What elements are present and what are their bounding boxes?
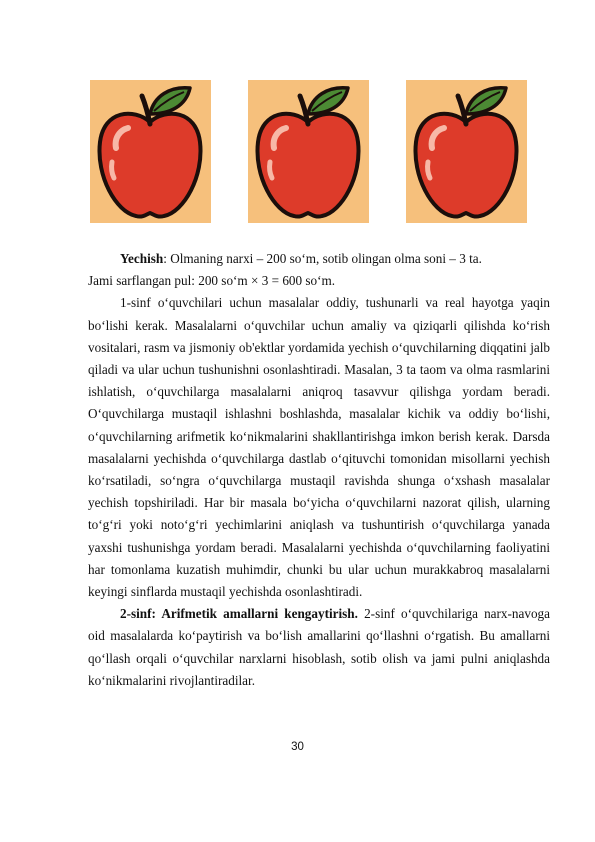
grade1-paragraph: 1-sinf o‘quvchilari uchun masalalar oddiy, tushunarli va real hayotga yaqin bo‘lishi kerak. Masalalarni o‘quvchilar uchun amaliy va qiziqarli qilishda ko‘rish vositalari, rasm va jismoniy ob'ektlar yordamida yechish o‘quvchilarning diqqatini jalb qiladi va ular uchun tushunishni osonlashtiradi. Masalan, 3 ta taom va olma rasmlarini ishlatish, o‘quvchilarga masalalarni aniqroq tasavvur qilishga yordam beradi. O‘quvchilarga mustaqil ishlashni boshlashda, masalalar kichik va oddiy bo‘lishi, o‘quvchilarning arifmetik ko‘nikmalarini shakllantirishga imkon berish kerak. Darsda masalalarni yechishda o‘quvchilarga dastlab o‘qituvchi tomonidan misollarni yechish ko‘rsatiladi, so‘ngra o‘quvchilarga mustaqil ravishda shunga o‘xshash masalalar yechish topshiriladi. Har bir masala bo‘yicha o‘quvchilarni nazorat qilish, ularning to‘g‘ri yoki noto‘g‘ri yechimlarini aniqlash va tushuntirish o‘quvchilarga yanada yaxshi tushunishga yordam beradi. Masalalarni yechishda o‘quvchilarning faoliyatini har tomonlama kuzatish muhimdir, chunki bu ular uchun murakkabroq masalalarni keyingi sinflarda mustaqil yechishda osonlashtiradi. — [88, 295, 550, 600]
grade2-text: 2-sinf o‘quvchilariga narx-navoga oid masalalarda ko‘paytirish va bo‘lish amallarini qo‘llashni o‘rgatish. Bu amallarni qo‘llash orqali o‘quvchilar narxlarni hisoblash, sotib olish va jami pulni aniqlashda ko‘nikmalarini rivojlantiradilar. — [88, 606, 550, 688]
total-line: Jami sarflangan pul: 200 so‘m × 3 = 600 so‘m. — [88, 273, 336, 289]
apple-icon — [90, 80, 211, 223]
solution-paragraph — [88, 248, 550, 270]
apple-icon — [406, 80, 527, 223]
apple-illustrations — [0, 80, 595, 225]
body-text — [88, 248, 550, 692]
grade2-heading: 2-sinf: Arifmetik amallarni kengaytirish. — [120, 606, 358, 622]
page-number: 30 — [291, 741, 304, 753]
solution-text: : Olmaning narxi – 200 so‘m, sotib olingan olma soni – 3 ta. — [163, 251, 482, 266]
solution-heading: Yechish — [120, 251, 164, 266]
apple-icon — [248, 80, 369, 223]
grade2-paragraph — [88, 603, 550, 692]
